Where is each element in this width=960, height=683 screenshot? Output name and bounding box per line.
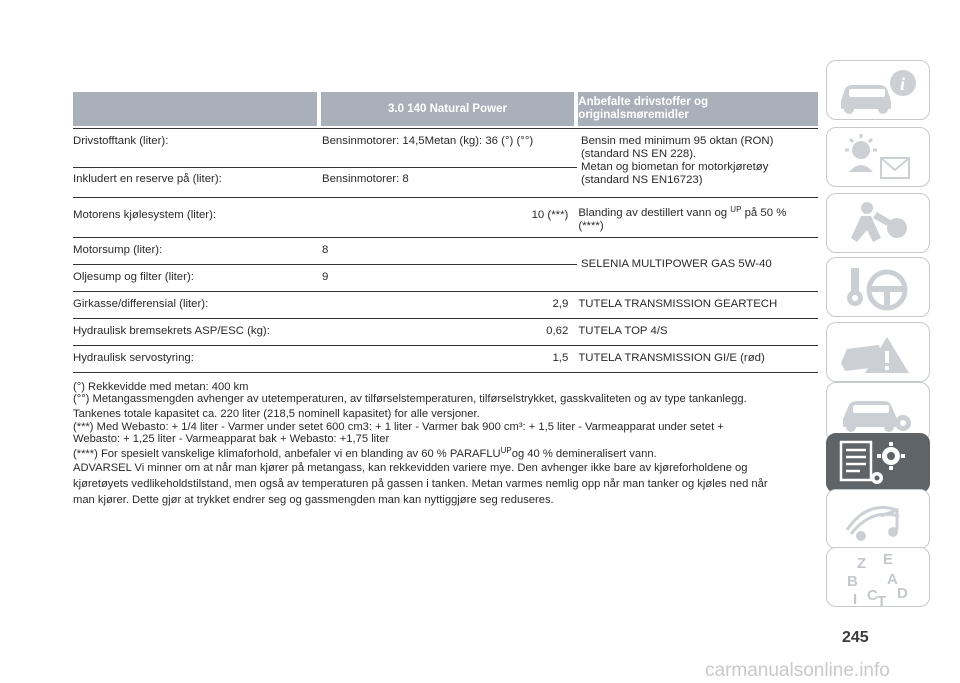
header-fluids-line2: originalsmøremidler bbox=[578, 109, 689, 121]
technical-data-icon bbox=[827, 434, 931, 494]
spec-line: (standard NS EN 228). bbox=[581, 148, 697, 160]
airbag-safety-icon bbox=[827, 194, 931, 254]
spec-text: Blanding av destillert vann og bbox=[578, 207, 731, 219]
fuel-group bbox=[73, 129, 818, 198]
row-value: 1,5 bbox=[552, 352, 569, 364]
row-spec: TUTELA TRANSMISSION GEARTECH bbox=[578, 298, 778, 310]
svg-text:i: i bbox=[900, 74, 906, 94]
row-label: Motorens kjølesystem (liter): bbox=[73, 209, 217, 221]
emergency-triangle-icon bbox=[827, 323, 931, 383]
footnotes bbox=[73, 381, 818, 508]
table-row bbox=[73, 129, 577, 167]
oil-spec: SELENIA MULTIPOWER GAS 5W-40 bbox=[581, 258, 772, 270]
key-steering-icon bbox=[827, 258, 931, 318]
index-letter: B bbox=[847, 573, 858, 590]
spec-sup: UP bbox=[730, 205, 742, 214]
table-header bbox=[73, 92, 818, 126]
table-row bbox=[73, 238, 577, 264]
oil-group bbox=[73, 238, 818, 292]
row-value: 9 bbox=[322, 271, 329, 283]
row-label: Hydraulisk servostyring: bbox=[73, 352, 194, 364]
row-spec: TUTELA TRANSMISSION GI/E (rød) bbox=[578, 352, 765, 364]
footnote bbox=[73, 445, 818, 460]
row-label: Girkasse/differensial (liter): bbox=[73, 298, 209, 310]
footnote: Webasto: + 1,25 liter - Varmeapparat bak + Webasto: +1,75 liter bbox=[73, 432, 390, 445]
spec-line: Bensin med minimum 95 oktan (RON) bbox=[581, 135, 774, 147]
index-letter: Z bbox=[857, 555, 867, 572]
index-letter: E bbox=[883, 551, 894, 568]
index-icon bbox=[827, 548, 931, 608]
row-value: 0,62 bbox=[546, 325, 569, 337]
watermark: carmanualsonline.info bbox=[705, 660, 890, 681]
row-label: Oljesump og filter (liter): bbox=[73, 271, 194, 283]
warning-line: kjøretøyets vedlikeholdstilstand, men også av temperaturen på gassen i tanken. Metan varmes nemlig opp når man tanker og kjøles ned når bbox=[73, 478, 768, 491]
value-line: Bensinmotorer: 14,5 bbox=[322, 135, 425, 147]
table-row bbox=[73, 346, 818, 373]
index-letter: T bbox=[877, 593, 887, 608]
spec-line: Metan og biometan for motorkjøretøy bbox=[581, 161, 769, 173]
footnote: (°) Rekkevidde med metan: 400 km bbox=[73, 381, 249, 393]
spec-line: (****) bbox=[578, 220, 604, 232]
page-number: 245 bbox=[842, 629, 869, 646]
multimedia-icon bbox=[827, 490, 931, 550]
footnote-sup: UP bbox=[500, 446, 512, 456]
fuel-spec bbox=[581, 129, 773, 197]
tab-multimedia[interactable] bbox=[826, 489, 930, 549]
index-letter: I bbox=[853, 591, 858, 608]
tab-emergency[interactable] bbox=[826, 322, 930, 382]
coolant-spec bbox=[578, 198, 818, 237]
footnote: Tankenes totale kapasitet ca. 220 liter (218,5 nominell kapasitet) for alle versjoner. bbox=[73, 408, 480, 421]
index-letter: C bbox=[867, 587, 878, 604]
dashboard-lights-icon bbox=[827, 128, 931, 188]
index-letter: A bbox=[887, 571, 898, 588]
row-label: Drivstofftank (liter): bbox=[73, 135, 169, 147]
technical-data-table bbox=[73, 92, 818, 373]
footnote: (***) Med Webasto: + 1/4 liter - Varmer under setet 600 cm3: + 1 liter - Varmer bak 900 cm³: + 1,5 liter - Varmeapparat under setet + bbox=[73, 420, 724, 433]
row-label: Inkludert en reserve på (liter): bbox=[73, 173, 222, 185]
table-row bbox=[73, 264, 577, 291]
header-fluids-line1: Anbefalte drivstoffer og bbox=[578, 96, 709, 108]
warning-line: man kjører. Dette gjør at trykket endrer seg og gassmengden man kan nyttiggjøre seg reduseres. bbox=[73, 494, 554, 507]
table-row bbox=[73, 292, 818, 319]
warning-line: ADVARSEL Vi minner om at når man kjører på metangass, kan rekkevidden variere mye. Den avhenger ikke bare av kjøreforholdene og bbox=[73, 462, 748, 475]
footnote-text: og 40 % demineralisert vann. bbox=[511, 448, 657, 461]
tab-safety[interactable] bbox=[826, 193, 930, 253]
footnote: (°°) Metangassmengden avhenger av utetemperaturen, av tilførselstemperaturen, tilførselstrykket, gasskvaliteten og av type tankanlegg. bbox=[73, 393, 747, 406]
table-row bbox=[73, 319, 818, 346]
table-row bbox=[73, 167, 577, 197]
row-value: Bensinmotorer: 8 bbox=[322, 173, 409, 185]
spec-text: på 50 % bbox=[741, 207, 787, 219]
row-label: Hydraulisk bremsekrets ASP/ESC (kg): bbox=[73, 325, 270, 337]
header-empty-cell bbox=[73, 92, 317, 126]
row-value: 2,9 bbox=[552, 298, 569, 310]
tab-technical-data[interactable] bbox=[826, 433, 930, 493]
footnote-text: (****) For spesielt vanskelige klimaforhold, anbefaler vi en blanding av 60 % PARAFLU bbox=[73, 448, 501, 461]
tab-starting-driving[interactable] bbox=[826, 257, 930, 317]
spec-line: (standard NS EN16723) bbox=[581, 174, 703, 186]
value-line: Metan (kg): 36 (°) (°°) bbox=[424, 135, 534, 147]
index-letter: D bbox=[897, 585, 908, 602]
tab-car-info[interactable] bbox=[826, 60, 930, 120]
row-value: 8 bbox=[322, 244, 329, 256]
header-recommended-fluids bbox=[578, 92, 818, 126]
header-engine-version: 3.0 140 Natural Power bbox=[321, 92, 575, 126]
row-spec: TUTELA TOP 4/S bbox=[578, 325, 668, 337]
row-label: Motorsump (liter): bbox=[73, 244, 163, 256]
row-value bbox=[322, 129, 577, 167]
row-value: 10 (***) bbox=[531, 209, 569, 221]
warning-text bbox=[73, 460, 818, 508]
car-info-icon bbox=[827, 61, 931, 121]
tab-index[interactable] bbox=[826, 547, 930, 607]
table-row bbox=[73, 198, 818, 238]
tab-dashboard[interactable] bbox=[826, 127, 930, 187]
